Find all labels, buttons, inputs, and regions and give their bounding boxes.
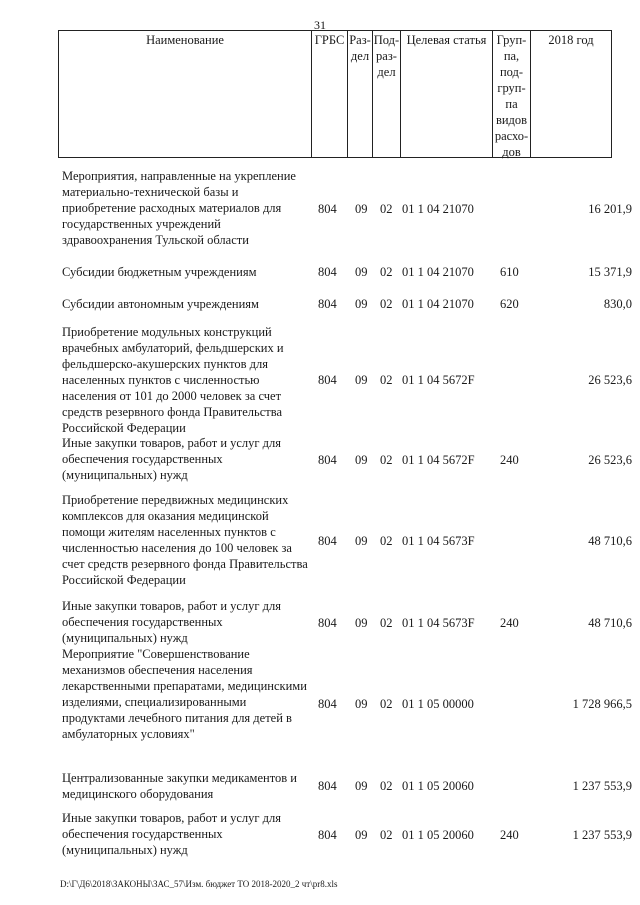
row-name: Мероприятие "Совершенствование механизмов обеспечения населения лекарственными препаратами, медицинскими изделиями, специализированными продуктами лечебного питания для детей в амбулаторных условиях" xyxy=(62,647,307,741)
row-amount: 48 710,6 xyxy=(588,534,632,548)
row-cel-statya: 01 1 05 20060 xyxy=(402,779,474,793)
row-grbs: 804 xyxy=(318,202,337,216)
row-podrazdel: 02 xyxy=(380,373,393,387)
row-razdel: 09 xyxy=(355,779,368,793)
row-cel-statya: 01 1 04 5673F xyxy=(402,534,475,548)
row-amount: 16 201,9 xyxy=(588,202,632,216)
row-amount: 1 728 966,5 xyxy=(572,697,632,711)
row-vid-rashodov: 240 xyxy=(500,453,519,467)
row-podrazdel: 02 xyxy=(380,828,393,842)
header-razdel: Раз- дел xyxy=(348,31,373,157)
row-podrazdel: 02 xyxy=(380,697,393,711)
row-cel-statya: 01 1 04 5673F xyxy=(402,616,475,630)
row-razdel: 09 xyxy=(355,297,368,311)
row-name: Централизованные закупки медикаментов и медицинского оборудования xyxy=(62,771,297,801)
row-grbs: 804 xyxy=(318,453,337,467)
row-podrazdel: 02 xyxy=(380,534,393,548)
row-amount: 26 523,6 xyxy=(588,453,632,467)
table-header xyxy=(58,30,612,158)
row-grbs: 804 xyxy=(318,265,337,279)
footer-file-path: D:\Г\Д6\2018\ЗАКОНЫ\ЗАС_57\Изм. бюджет ТО 2018-2020_2 чт\pr8.xls xyxy=(60,879,338,889)
row-grbs: 804 xyxy=(318,779,337,793)
row-amount: 830,0 xyxy=(603,297,632,311)
row-razdel: 09 xyxy=(355,202,368,216)
row-amount: 26 523,6 xyxy=(588,373,632,387)
row-cel-statya: 01 1 05 00000 xyxy=(402,697,474,711)
row-grbs: 804 xyxy=(318,697,337,711)
row-name: Субсидии бюджетным учреждениям xyxy=(62,265,257,279)
row-name: Субсидии автономным учреждениям xyxy=(62,297,259,311)
row-amount: 1 237 553,9 xyxy=(572,779,632,793)
header-vid-rashodov: Груп- па, под- груп- па видов расхо- дов xyxy=(493,31,531,157)
row-razdel: 09 xyxy=(355,453,368,467)
row-vid-rashodov: 240 xyxy=(500,616,519,630)
row-name: Приобретение модульных конструкций врачебных амбулаторий, фельдшерских и фельдшерско-акушерских пунктов для населенных пунктов с численностью населения от 101 до 2000 человек за счет средств резервного фонда Правительства Российской Федерации xyxy=(62,325,284,435)
row-razdel: 09 xyxy=(355,616,368,630)
row-amount: 1 237 553,9 xyxy=(572,828,632,842)
row-grbs: 804 xyxy=(318,373,337,387)
row-grbs: 804 xyxy=(318,616,337,630)
row-cel-statya: 01 1 04 21070 xyxy=(402,297,474,311)
row-name: Мероприятия, направленные на укрепление материально-технической базы и приобретение расходных материалов для государственных учреждений здравоохранения Тульской области xyxy=(62,169,296,247)
row-amount: 48 710,6 xyxy=(588,616,632,630)
row-podrazdel: 02 xyxy=(380,453,393,467)
row-razdel: 09 xyxy=(355,373,368,387)
row-amount: 15 371,9 xyxy=(588,265,632,279)
row-cel-statya: 01 1 04 5672F xyxy=(402,373,475,387)
header-podrazdel: Под- раз- дел xyxy=(373,31,401,157)
row-podrazdel: 02 xyxy=(380,297,393,311)
row-razdel: 09 xyxy=(355,697,368,711)
row-vid-rashodov: 240 xyxy=(500,828,519,842)
header-grbs: ГРБС xyxy=(312,31,348,157)
row-podrazdel: 02 xyxy=(380,202,393,216)
row-razdel: 09 xyxy=(355,828,368,842)
row-vid-rashodov: 610 xyxy=(500,265,519,279)
header-name: Наименование xyxy=(59,31,312,157)
header-year: 2018 год xyxy=(548,33,594,47)
header-cel-statya: Целевая статья xyxy=(401,31,493,157)
row-cel-statya: 01 1 04 21070 xyxy=(402,202,474,216)
row-grbs: 804 xyxy=(318,534,337,548)
page-number: 31 xyxy=(314,18,326,32)
row-name: Иные закупки товаров, работ и услуг для обеспечения государственных (муниципальных) нужд xyxy=(62,811,282,857)
row-podrazdel: 02 xyxy=(380,779,393,793)
row-name: Приобретение передвижных медицинских комплексов для оказания медицинской помощи жителям населенных пунктов с численностью населения до 100 человек за счет средств резервного фонда Правительства Российской Федерации xyxy=(62,493,308,587)
row-grbs: 804 xyxy=(318,297,337,311)
row-vid-rashodov: 620 xyxy=(500,297,519,311)
row-name: Иные закупки товаров, работ и услуг для обеспечения государственных (муниципальных) нужд xyxy=(62,436,282,482)
row-podrazdel: 02 xyxy=(380,616,393,630)
row-podrazdel: 02 xyxy=(380,265,393,279)
row-name: Иные закупки товаров, работ и услуг для обеспечения государственных (муниципальных) нужд xyxy=(62,599,282,645)
row-cel-statya: 01 1 05 20060 xyxy=(402,828,474,842)
row-grbs: 804 xyxy=(318,828,337,842)
row-razdel: 09 xyxy=(355,534,368,548)
row-cel-statya: 01 1 04 5672F xyxy=(402,453,475,467)
row-cel-statya: 01 1 04 21070 xyxy=(402,265,474,279)
row-razdel: 09 xyxy=(355,265,368,279)
